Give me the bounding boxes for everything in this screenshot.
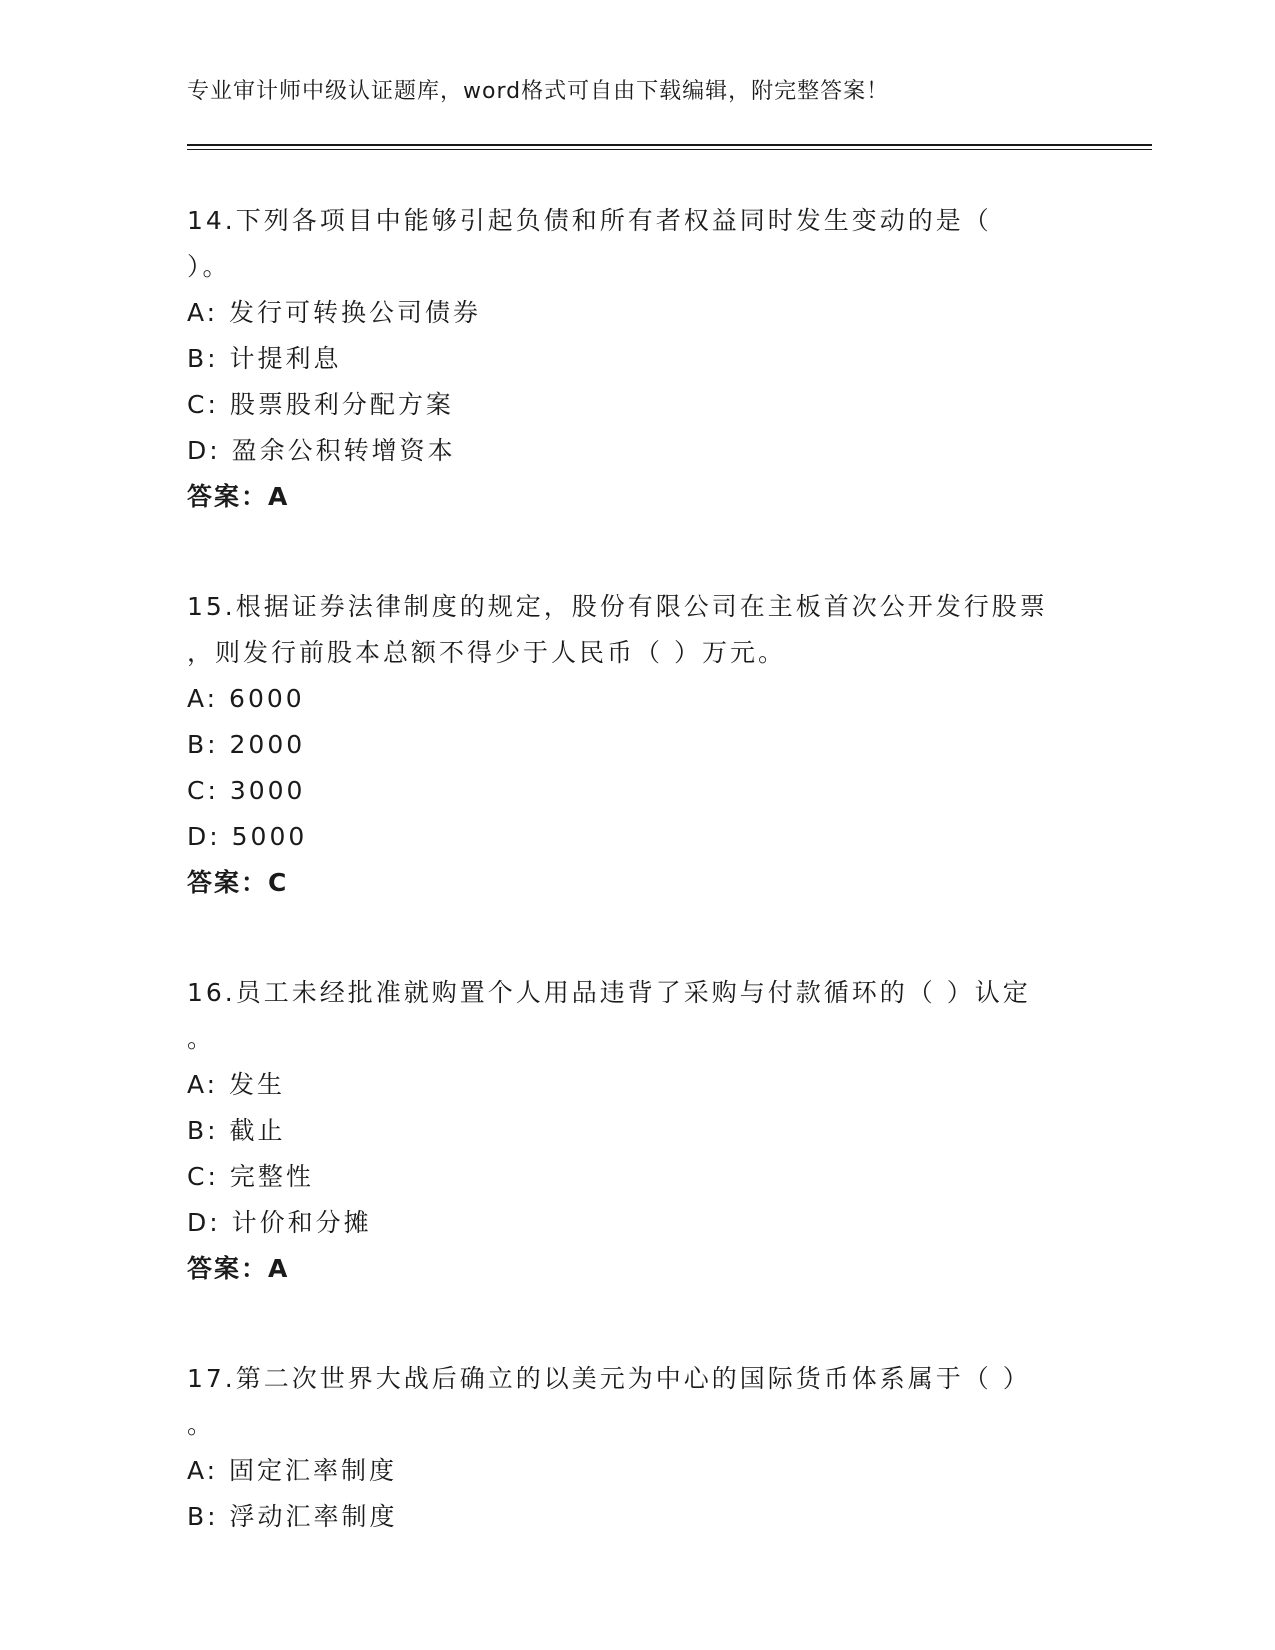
option-label: C: bbox=[187, 390, 219, 419]
question-14 bbox=[187, 198, 1087, 520]
option-label: C: bbox=[187, 1162, 219, 1191]
option-text: 发生 bbox=[229, 1070, 286, 1099]
option-d bbox=[187, 428, 1087, 474]
option-label: A: bbox=[187, 1456, 219, 1485]
option-label: B: bbox=[187, 1502, 219, 1531]
answer-line: 答案：A bbox=[187, 482, 290, 511]
option-label: B: bbox=[187, 1116, 219, 1145]
question-stem-line: ）。 bbox=[187, 252, 231, 281]
option-label: D: bbox=[187, 1208, 221, 1237]
option-d bbox=[187, 1200, 1087, 1246]
option-label: A: bbox=[187, 298, 219, 327]
answer-line: 答案：A bbox=[187, 1254, 290, 1283]
question-stem-line: 15.根据证券法律制度的规定，股份有限公司在主板首次公开发行股票 bbox=[187, 592, 1048, 621]
question-stem-line: ，则发行前股本总额不得少于人民币（ ）万元。 bbox=[187, 638, 786, 667]
question-list bbox=[187, 198, 1087, 1604]
option-text: 固定汇率制度 bbox=[229, 1456, 398, 1485]
option-text: 计提利息 bbox=[229, 344, 342, 373]
option-label: A: bbox=[187, 1070, 219, 1099]
option-label: D: bbox=[187, 436, 221, 465]
option-label: C: bbox=[187, 776, 219, 805]
option-b bbox=[187, 1494, 1087, 1540]
option-a bbox=[187, 676, 1087, 722]
option-text: 发行可转换公司债券 bbox=[229, 298, 482, 327]
option-a bbox=[187, 1448, 1087, 1494]
question-15 bbox=[187, 584, 1087, 906]
option-text: 完整性 bbox=[229, 1162, 314, 1191]
header-rule-thick bbox=[187, 144, 1152, 146]
option-label: A: bbox=[187, 684, 219, 713]
question-stem-line: 。 bbox=[187, 1024, 216, 1053]
header-rule-thin bbox=[187, 149, 1152, 150]
option-text: 5000 bbox=[231, 822, 308, 851]
option-c bbox=[187, 768, 1087, 814]
option-text: 6000 bbox=[229, 684, 305, 713]
option-text: 计价和分摊 bbox=[231, 1208, 372, 1237]
option-c bbox=[187, 382, 1087, 428]
question-17 bbox=[187, 1356, 1087, 1540]
answer-line: 答案：C bbox=[187, 868, 289, 897]
option-b bbox=[187, 1108, 1087, 1154]
question-stem-line: 14.下列各项目中能够引起负债和所有者权益同时发生变动的是（ bbox=[187, 206, 992, 235]
option-text: 截止 bbox=[229, 1116, 286, 1145]
option-text: 2000 bbox=[229, 730, 306, 759]
option-b bbox=[187, 722, 1087, 768]
question-stem-line: 17.第二次世界大战后确立的以美元为中心的国际货币体系属于（ ） bbox=[187, 1364, 1031, 1393]
document-header: 专业审计师中级认证题库，word格式可自由下载编辑，附完整答案！ bbox=[187, 79, 890, 104]
option-a bbox=[187, 290, 1087, 336]
option-label: D: bbox=[187, 822, 221, 851]
option-d bbox=[187, 814, 1087, 860]
question-stem-line: 。 bbox=[187, 1410, 216, 1439]
option-text: 股票股利分配方案 bbox=[229, 390, 454, 419]
option-text: 3000 bbox=[229, 776, 306, 805]
question-stem-line: 16.员工未经批准就购置个人用品违背了采购与付款循环的（ ）认定 bbox=[187, 978, 1031, 1007]
option-label: B: bbox=[187, 730, 219, 759]
option-text: 盈余公积转增资本 bbox=[231, 436, 456, 465]
option-a bbox=[187, 1062, 1087, 1108]
option-b bbox=[187, 336, 1087, 382]
option-c bbox=[187, 1154, 1087, 1200]
option-text: 浮动汇率制度 bbox=[229, 1502, 398, 1531]
question-16 bbox=[187, 970, 1087, 1292]
option-label: B: bbox=[187, 344, 219, 373]
